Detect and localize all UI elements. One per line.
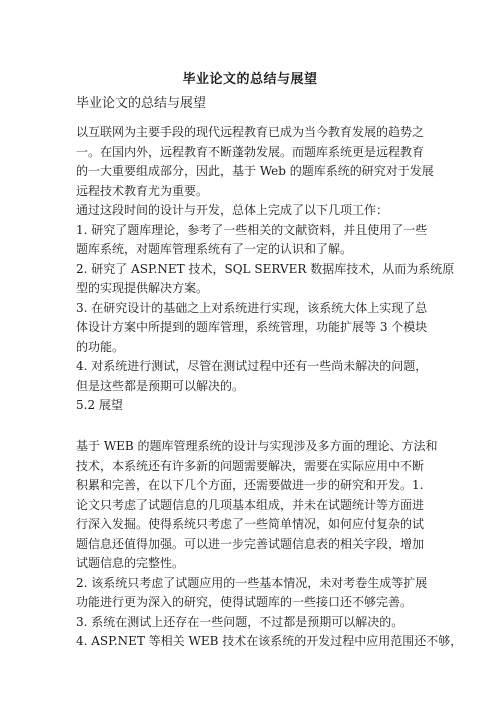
paragraph-line: 功能进行更为深入的研究，使得试题库的一些接口还不够完善。 — [76, 595, 413, 609]
paragraph-line: 题库系统，对题库管理系统有了一定的认识和了解。 — [76, 242, 353, 256]
paragraph-line: 基于 WEB 的题库管理系统的设计与实现涉及多方面的理论、方法和 — [76, 439, 438, 453]
paragraph-line: 2. 研究了 ASP.NET 技术，SQL SERVER 数据库技术，从而为系统原 — [76, 261, 455, 276]
paragraph-line: 以互联网为主要手段的现代远程教育已成为当今教育发展的趋势之 — [76, 125, 425, 139]
paragraph-line: 2. 该系统只考虑了试题应用的一些基本情况，未对考卷生成等扩展 — [76, 575, 428, 590]
paragraph-line: 的功能。 — [76, 339, 125, 354]
paragraph-line: 的一大重要组成部分，因此，基于 Web 的题库系统的研究对于发展 — [76, 164, 434, 178]
paragraph-line: 型的实现提供解决方案。 — [76, 281, 209, 295]
paragraph-line: 通过这段时间的设计与开发，总体上完成了以下几项工作： — [76, 203, 389, 217]
paragraph-line: 试题信息的完整性。 — [76, 556, 185, 570]
document-title: 毕业论文的总结与展望 — [182, 72, 318, 87]
section-heading: 5.2 展望 — [76, 398, 123, 412]
summary-section — [76, 123, 455, 416]
paragraph-line: 行深入发掘。使得系统只考虑了一些简单情况，如何应付复杂的试 — [76, 517, 425, 531]
paragraph-line: 4. ASP.NET 等相关 WEB 技术在该系统的开发过程中应用范围还不够， — [76, 634, 463, 648]
paragraph-line: 题信息还值得加强。可以进一步完善试题信息表的相关字段，增加 — [76, 536, 425, 551]
outlook-section — [76, 437, 463, 652]
paragraph-line: 积累和完善，在以下几个方面，还需要做进一步的研究和开发。1. — [76, 478, 424, 492]
document-subtitle: 毕业论文的总结与展望 — [76, 96, 207, 111]
paragraph-line: 3. 系统在测试上还存在一些问题，不过都是预期可以解决的。 — [76, 614, 404, 629]
paragraph-line: 但是这些都是预期可以解决的。 — [76, 378, 245, 393]
paragraph-line: 1. 研究了题库理论，参考了一些相关的文献资料，并且使用了一些 — [76, 222, 428, 237]
paragraph-line: 论文只考虑了试题信息的几项基本组成，并未在试题统计等方面进 — [76, 497, 425, 512]
paragraph-line: 体设计方案中所提到的题库管理，系统管理，功能扩展等 3 个模块 — [76, 320, 428, 334]
paragraph-line: 4. 对系统进行测试，尽管在测试过程中还有一些尚未解决的问题， — [76, 359, 428, 373]
paragraph-line: 远程技术教育尤为重要。 — [76, 183, 209, 198]
paragraph-line: 一。在国内外，远程教育不断蓬勃发展。而题库系统更是远程教育 — [76, 144, 425, 159]
paragraph-line: 3. 在研究设计的基础之上对系统进行实现，该系统大体上实现了总 — [76, 300, 428, 315]
paragraph-line: 技术，本系统还有许多新的问题需要解决，需要在实际应用中不断 — [76, 458, 425, 473]
